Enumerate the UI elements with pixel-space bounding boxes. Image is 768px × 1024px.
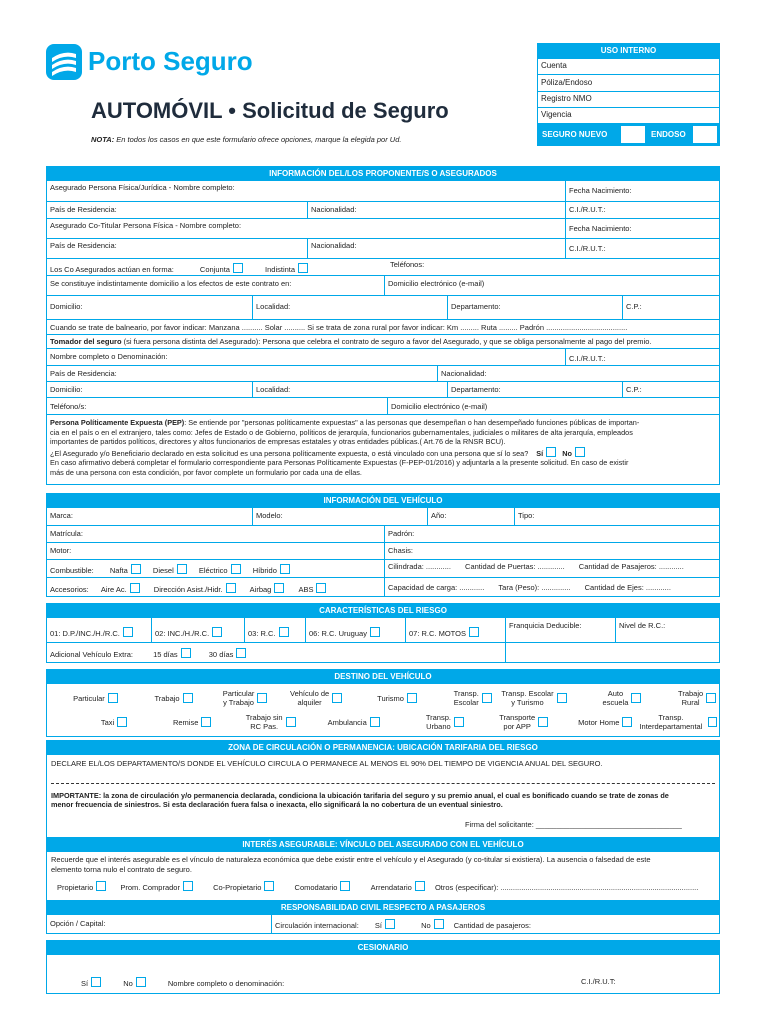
adicional-row: [47, 643, 505, 662]
destino-label-line: Transp. Escolar: [501, 689, 554, 698]
header-note: [91, 135, 401, 144]
direccion-label: Dirección Asist./Hidr.: [153, 585, 223, 594]
airbag-label: Airbag: [249, 585, 272, 594]
nacionalidad-field[interactable]: Nacionalidad:: [307, 202, 565, 218]
propietario-checkbox[interactable]: [96, 881, 106, 891]
opt-03-checkbox[interactable]: [279, 627, 289, 637]
abs-label: ABS: [298, 585, 314, 594]
destino-label-line: Trabajo: [154, 693, 180, 703]
interes-body: [47, 852, 719, 902]
ces-ci-field[interactable]: C.I./R.U.T:: [581, 977, 616, 986]
fecha-nac-field[interactable]: Fecha Nacimiento:: [565, 181, 721, 201]
nivel-rc-field[interactable]: Nivel de R.C.:: [615, 618, 721, 642]
uso-vigencia[interactable]: Vigencia: [538, 107, 719, 123]
chasis-field[interactable]: Chasis:: [384, 543, 721, 559]
destino-label: [290, 689, 329, 707]
brand-logo: [46, 44, 82, 80]
ces-si-label: Sí: [81, 979, 89, 988]
nacionalidad-3-field[interactable]: Nacionalidad:: [437, 366, 721, 381]
franquicia-field[interactable]: Franquicia Deducible:: [505, 618, 615, 642]
direccion-checkbox[interactable]: [226, 583, 236, 593]
ces-no-checkbox[interactable]: [136, 977, 146, 987]
motor-field[interactable]: Motor:: [50, 546, 72, 555]
destino-label: [499, 713, 535, 731]
destino-label: [246, 713, 283, 731]
destino-label: [328, 718, 367, 727]
pep-line-6: más de una persona con esta condición, por favor complete un formulario por cada una de ellas.: [50, 467, 362, 477]
cilindrada-field[interactable]: Cilindrada: ............: [388, 562, 451, 571]
destino-label: [101, 718, 114, 727]
destino-label-line: y Trabajo: [223, 698, 254, 707]
destino-checkbox[interactable]: [201, 717, 211, 727]
destino-label-line: por APP: [503, 722, 531, 731]
note-text: En todos los casos en que este formulario ofrece opciones, marque la elegida por Ud.: [114, 135, 402, 144]
destino-checkbox[interactable]: [370, 717, 380, 727]
destino-label: [223, 689, 255, 707]
cp-field[interactable]: C.P.:: [622, 296, 721, 319]
nombre-field[interactable]: Nombre completo o Denominación:: [50, 352, 168, 361]
ces-nombre-field[interactable]: Nombre completo o denominación:: [167, 979, 285, 988]
section-title: CESIONARIO: [47, 941, 719, 955]
puertas-field[interactable]: Cantidad de Puertas: .............: [465, 562, 565, 571]
destino-checkbox[interactable]: [108, 693, 118, 703]
pep-no-checkbox[interactable]: [575, 447, 585, 457]
circ-no-checkbox[interactable]: [434, 919, 444, 929]
cantidad-pasajeros-field[interactable]: Cantidad de pasajeros:: [453, 921, 531, 930]
destino-label: [154, 694, 179, 703]
destino-label-line: Trabajo sin: [245, 713, 283, 722]
padron-field[interactable]: Padrón:: [384, 526, 721, 542]
destino-label: [454, 689, 479, 707]
destino-checkbox[interactable]: [332, 693, 342, 703]
section-title: RESPONSABILIDAD CIVIL RESPECTO A PASAJEROS: [47, 901, 719, 915]
destino-label-line: Particular: [73, 693, 105, 703]
hibrido-checkbox[interactable]: [280, 564, 290, 574]
destino-label-line: y Turismo: [511, 698, 544, 707]
riesgo-empty: [505, 643, 721, 662]
conjunta-checkbox[interactable]: [233, 263, 243, 273]
hibrido-label: Híbrido: [252, 566, 277, 575]
opt-03-label: 03: R.C.: [248, 629, 276, 638]
destino-option[interactable]: [346, 686, 421, 710]
section-vehiculo: [46, 493, 720, 597]
arrendatario-checkbox[interactable]: [415, 881, 425, 891]
departamento-field[interactable]: Departamento:: [447, 296, 622, 319]
destino-option[interactable]: [215, 710, 299, 734]
destino-option[interactable]: [47, 710, 131, 734]
opt-02[interactable]: [151, 618, 244, 642]
destino-checkbox[interactable]: [454, 717, 464, 727]
uso-poliza[interactable]: Póliza/Endoso: [538, 74, 719, 91]
section-destino: [46, 669, 720, 737]
importante-1: IMPORTANTE: la zona de circulación y/o permanencia declarada, condiciona la ubicación tarifaria del seguro y su premio anual, el cual es bonificado cuando se trate de zonas de: [51, 791, 669, 800]
carga-field[interactable]: Capacidad de carga: ............: [388, 583, 485, 592]
telefono-2-field[interactable]: Teléfono/s:: [50, 402, 87, 411]
combustible-row: [47, 560, 384, 577]
destino-checkbox[interactable]: [622, 717, 632, 727]
declare-text: DECLARE EL/LOS DEPARTAMENTO/S DONDE EL VEHÍCULO CIRCULA O PERMANECE AL MENOS EL 90% DEL TIEMPO DE VIGENCIA ANUAL DEL SEGURO.: [51, 759, 603, 768]
comodatario-label: Comodatario: [294, 883, 338, 892]
opt-06-label: 06: R.C. Uruguay: [309, 629, 367, 638]
balneario-row[interactable]: Cuando se trate de balneario, por favor indicar: Manzana .......... Solar .......... Si se trata de zona rural por favor indicar: Km ......... Ruta ......... Padrón .......................................: [50, 323, 628, 332]
destino-label-line: Transp. Interdepartamental: [639, 713, 703, 731]
ces-si-checkbox[interactable]: [91, 977, 101, 987]
destino-label: [73, 694, 105, 703]
destino-label: [636, 713, 705, 731]
opt-06[interactable]: [305, 618, 405, 642]
email-field[interactable]: Domicilio electrónico (e-mail): [384, 276, 721, 295]
destino-label: [578, 718, 619, 727]
pep-line-1: : Se entiende por "personas políticamente expuestas" a las personas que desempeñan o han desempeñado funciones públicas de importan-: [184, 418, 640, 427]
tipo-field[interactable]: Tipo:: [514, 508, 721, 525]
destino-label: [173, 718, 198, 727]
destino-option[interactable]: [636, 710, 720, 734]
domicilio-2-field[interactable]: Domicilio:: [50, 385, 83, 394]
cp-2-field[interactable]: C.P.:: [622, 382, 721, 397]
opt-01-label: 01: D.P./INC./H./R.C.: [50, 629, 120, 638]
destino-label-line: Ambulancia: [327, 717, 367, 727]
interes-text-1: Recuerde que el interés asegurable es el vínculo de naturaleza económica que debe existir entre el vehículo y el Asegurado (y co-titular si existiera). La ausencia o falsedad de este: [51, 855, 651, 864]
destino-label-line: Transporte: [499, 713, 536, 722]
seguro-nuevo-box[interactable]: [621, 126, 645, 143]
localidad-field[interactable]: Localidad:: [252, 296, 447, 319]
page-title: AUTOMÓVIL • Solicitud de Seguro: [91, 98, 449, 123]
section-riesgo: [46, 603, 720, 663]
destino-option[interactable]: [122, 686, 197, 710]
importante-2: menor frecuencia de siniestros. Si esta declaración fuera falsa o inexacta, ello significará la no cobertura de un eventual siniestro.: [51, 800, 503, 809]
pep-line-3: importantes de partidos políticos, directores y altos funcionarios de empresas estatales y otras entidades públicas.( Art.76 de la RNSR BCU).: [50, 437, 506, 446]
aire-checkbox[interactable]: [130, 583, 140, 593]
destino-label-line: Remise: [172, 717, 199, 727]
circulacion-row: [271, 915, 721, 933]
destino-label-line: Turismo: [377, 693, 404, 703]
section-rc-pasajeros: [46, 900, 720, 934]
section-title: INTERÉS ASEGURABLE: VÍNCULO DEL ASEGURADO CON EL VEHÍCULO: [47, 838, 719, 852]
prom-comprador-checkbox[interactable]: [183, 881, 193, 891]
destino-label-line: escuela: [602, 698, 629, 707]
asegurado-field[interactable]: Asegurado Persona Física/Jurídica - Nombre completo:: [50, 183, 235, 192]
cesionario-body: [47, 955, 719, 993]
destino-option[interactable]: [271, 686, 346, 710]
localidad-2-field[interactable]: Localidad:: [252, 382, 447, 397]
destino-label-line: RC Pas.: [250, 722, 279, 731]
destino-label-line: alquiler: [297, 698, 322, 707]
zona-body: [47, 755, 719, 843]
destino-label-line: Rural: [681, 698, 700, 707]
diesel-label: Diesel: [152, 566, 174, 575]
cesionario-row: [81, 977, 284, 988]
nafta-label: Nafta: [109, 566, 128, 575]
destino-grid: [47, 684, 719, 736]
opt-07-checkbox[interactable]: [469, 627, 479, 637]
indistinta-label: Indistinta: [265, 265, 296, 274]
copropietario-label: Co-Propietario: [213, 883, 262, 892]
departamento-2-field[interactable]: Departamento:: [447, 382, 622, 397]
circ-si-label: Sí: [374, 921, 382, 930]
destino-label-line: Transp.: [425, 713, 451, 722]
marca-field[interactable]: Marca:: [50, 511, 73, 520]
circ-no-label: No: [421, 921, 431, 930]
destino-option[interactable]: [421, 686, 496, 710]
destino-checkbox[interactable]: [286, 717, 296, 727]
pep-si-checkbox[interactable]: [546, 447, 556, 457]
note-label: NOTA:: [91, 135, 115, 144]
ci-2-field[interactable]: C.I./R.U.T.:: [565, 239, 721, 258]
uso-cuenta[interactable]: Cuenta: [538, 58, 719, 74]
cotitular-field[interactable]: Asegurado Co-Titular Persona Física - Nombre completo:: [50, 221, 242, 230]
endoso-box[interactable]: [693, 126, 717, 143]
opcion-capital-field[interactable]: Opción / Capital:: [50, 919, 106, 928]
tomador-label: Tomador del seguro: [50, 337, 122, 346]
destino-label: [501, 689, 553, 707]
destino-option[interactable]: [571, 686, 646, 710]
destino-option[interactable]: [496, 686, 571, 710]
destino-label-line: Escolar: [453, 698, 479, 707]
domicilio-field[interactable]: Domicilio:: [50, 302, 83, 311]
accesorios-row: [47, 578, 384, 596]
destino-checkbox[interactable]: [407, 693, 417, 703]
section-title: ZONA DE CIRCULACIÓN O PERMANENCIA: UBICACIÓN TARIFARIA DEL RIESGO: [47, 741, 719, 755]
otros-field[interactable]: Otros (especificar): ...............................................................................................: [434, 883, 699, 892]
opt-03[interactable]: [244, 618, 305, 642]
opt-01[interactable]: [47, 618, 151, 642]
pep-question: ¿El Asegurado y/o Beneficiario declarado en esta solicitud es una persona políticamente expuesta, o está vinculado con una persona que sí lo sea?: [50, 448, 529, 458]
pep-label: Persona Políticamente Expuesta (PEP): [50, 418, 185, 427]
destino-checkbox[interactable]: [257, 693, 267, 703]
indistinta-checkbox[interactable]: [298, 263, 308, 273]
circ-si-checkbox[interactable]: [385, 919, 395, 929]
domicilio-constituye: Se constituye indistintamente domicilio a los efectos de este contrato en:: [50, 279, 292, 288]
nafta-checkbox[interactable]: [131, 564, 141, 574]
destino-label-line: Trabajo: [678, 689, 704, 698]
destino-checkbox[interactable]: [538, 717, 548, 727]
pep-si-label: Sí: [536, 448, 544, 458]
opt-01-checkbox[interactable]: [123, 627, 133, 637]
destino-checkbox[interactable]: [482, 693, 492, 703]
15dias-label: 15 días: [153, 650, 178, 659]
copropietario-checkbox[interactable]: [264, 881, 274, 891]
opt-02-label: 02: INC./H./R.C.: [155, 629, 210, 638]
comodatario-checkbox[interactable]: [340, 881, 350, 891]
ci-3-field[interactable]: C.I./R.U.T.:: [565, 349, 721, 365]
tara-field[interactable]: Tara (Peso): ..............: [498, 583, 571, 592]
uso-registro[interactable]: Registro NMO: [538, 91, 719, 107]
logo-icon: [46, 44, 82, 80]
endoso-label: ENDOSO: [651, 130, 686, 139]
prom-comprador-label: Prom. Comprador: [120, 883, 180, 892]
destino-checkbox[interactable]: [631, 693, 641, 703]
coaseg-label: Los Co Asegurados actúan en forma:: [50, 265, 174, 274]
ci-field[interactable]: C.I./R.U.T.:: [565, 202, 721, 218]
opt-07[interactable]: [405, 618, 505, 642]
ces-no-label: No: [123, 979, 133, 988]
destino-option[interactable]: [552, 710, 636, 734]
destino-label-line: Urbano: [426, 722, 451, 731]
pep-line-2: cia en el país o en el extranjero, tales como: Jefes de Estado o de Gobierno, políticos de jerarquía, funcionarios gubernamentales, judiciales o militares de alta jerarquía, empleados: [50, 427, 633, 437]
destino-label: [603, 689, 629, 707]
fecha-nac-2-field[interactable]: Fecha Nacimiento:: [565, 219, 721, 238]
combustible-label: Combustible:: [50, 566, 94, 575]
modelo-field[interactable]: Modelo:: [252, 508, 427, 525]
destino-checkbox[interactable]: [706, 693, 716, 703]
seguro-nuevo-label: SEGURO NUEVO: [542, 130, 608, 139]
opt-02-checkbox[interactable]: [212, 627, 222, 637]
adicional-label: Adicional Vehículo Extra:: [50, 650, 133, 659]
section-cesionario: [46, 940, 720, 994]
uso-interno-title: USO INTERNO: [538, 44, 719, 58]
destino-label-line: Transp.: [453, 689, 479, 698]
circulacion-label: Circulación internacional:: [275, 921, 359, 930]
opt-07-label: 07: R.C. MOTOS: [409, 629, 466, 638]
electrico-label: Eléctrico: [198, 566, 228, 575]
electrico-checkbox[interactable]: [231, 564, 241, 574]
section-proponentes: [46, 166, 720, 485]
declare-line[interactable]: [51, 783, 715, 784]
destino-label: [678, 689, 703, 707]
opt-06-checkbox[interactable]: [370, 627, 380, 637]
ejes-field[interactable]: Cantidad de Ejes: ............: [584, 583, 671, 592]
destino-label: [426, 713, 451, 731]
nacionalidad-2-field[interactable]: Nacionalidad:: [307, 239, 565, 258]
pais-field[interactable]: País de Residencia:: [50, 205, 117, 214]
destino-label: [377, 694, 404, 703]
accesorios-label: Accesorios:: [50, 585, 89, 594]
destino-option[interactable]: [47, 686, 122, 710]
section-title: INFORMACIÓN DEL VEHÍCULO: [47, 494, 719, 508]
pep-block: [47, 415, 719, 480]
destino-option[interactable]: [384, 710, 468, 734]
destino-option[interactable]: [197, 686, 272, 710]
destino-label-line: Auto: [607, 689, 624, 698]
section-interes: [46, 837, 720, 903]
tomador-desc: (si fuera persona distinta del Asegurado): Persona que celebra el contrato de seguro a favor del Asegurado, y que se obliga personalmente al pago del premio.: [121, 337, 652, 346]
matricula-field[interactable]: Matrícula:: [50, 529, 83, 538]
uso-interno-box: [537, 43, 720, 146]
destino-label-line: Particular: [222, 689, 255, 698]
destino-checkbox[interactable]: [183, 693, 193, 703]
email-2-field[interactable]: Domicilio electrónico (e-mail): [387, 398, 721, 414]
pep-line-5: En caso afirmativo deberá completar el formulario correspondiente para Personas Políticamente Expuestas (F-PEP-01/2016) y adjuntarla a la presente solicitud. En caso de existir: [50, 458, 629, 467]
destino-option[interactable]: [645, 686, 720, 710]
pais-3-field[interactable]: País de Residencia:: [50, 369, 117, 378]
pep-no-label: No: [562, 448, 572, 458]
anio-field[interactable]: Año:: [427, 508, 514, 525]
aire-label: Aire Ac.: [100, 585, 127, 594]
section-title: CARACTERÍSTICAS DEL RIESGO: [47, 604, 719, 618]
firma-field[interactable]: Firma del solicitante: ___________________________________: [465, 820, 682, 829]
destino-option[interactable]: [131, 710, 215, 734]
coaseg-row: [47, 259, 387, 275]
section-title: INFORMACIÓN DEL/LOS PROPONENTE/S O ASEGURADOS: [47, 167, 719, 181]
destino-label-line: Vehículo de: [289, 689, 330, 698]
interes-options: [57, 881, 698, 892]
diesel-checkbox[interactable]: [177, 564, 187, 574]
telefonos-field[interactable]: Teléfonos:: [390, 260, 425, 269]
30dias-checkbox[interactable]: [236, 648, 246, 658]
destino-label-line: Taxi: [100, 717, 115, 727]
destino-option[interactable]: [468, 710, 552, 734]
tomador-text: [47, 335, 721, 348]
uso-tipo-row: [538, 123, 719, 145]
destino-label-line: Motor Home: [578, 717, 620, 727]
15dias-checkbox[interactable]: [181, 648, 191, 658]
destino-checkbox[interactable]: [557, 693, 567, 703]
section-title: DESTINO DEL VEHÍCULO: [47, 670, 719, 684]
abs-checkbox[interactable]: [316, 583, 326, 593]
destino-checkbox[interactable]: [117, 717, 127, 727]
section-zona: [46, 740, 720, 844]
destino-checkbox[interactable]: [708, 717, 716, 727]
carga-row: [384, 578, 721, 596]
cilindrada-row: [384, 560, 721, 577]
conjunta-label: Conjunta: [199, 265, 230, 274]
brand-name: Porto Seguro: [88, 46, 253, 76]
arrendatario-label: Arrendatario: [370, 883, 412, 892]
pasajeros-field[interactable]: Cantidad de Pasajeros: ............: [578, 562, 684, 571]
30dias-label: 30 días: [208, 650, 234, 659]
airbag-checkbox[interactable]: [274, 583, 284, 593]
destino-option[interactable]: [300, 710, 384, 734]
pais-2-field[interactable]: País de Residencia:: [50, 241, 117, 250]
interes-text-2: elemento torna nulo el contrato de seguro.: [51, 865, 192, 874]
propietario-label: Propietario: [57, 883, 94, 892]
